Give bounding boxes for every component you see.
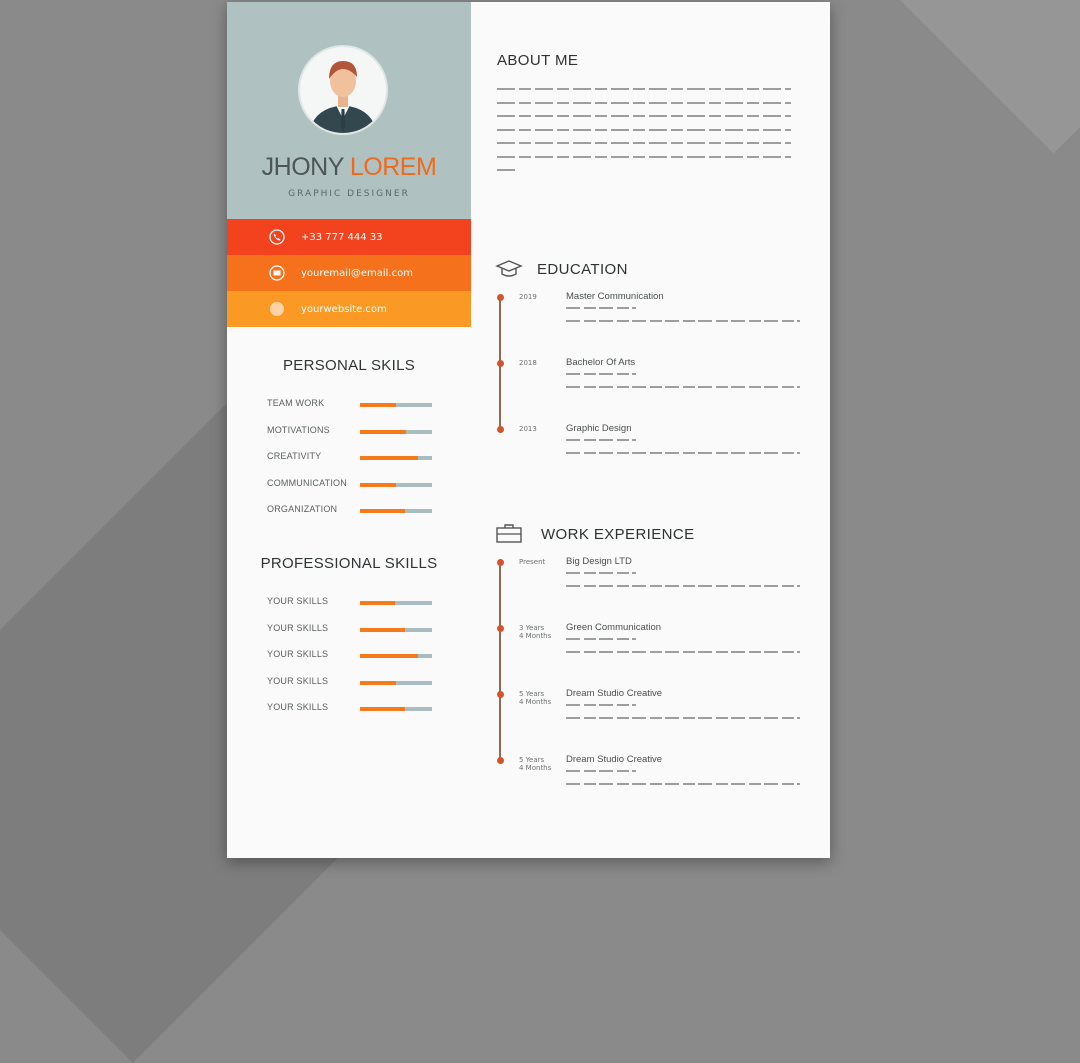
entry-period: 2018 (519, 359, 537, 367)
skill-bar-fill (360, 509, 405, 513)
paragraph-line (497, 169, 519, 171)
paragraph-line (497, 115, 791, 117)
entry-period: 2019 (519, 293, 537, 301)
entry-title: Bachelor Of Arts (566, 357, 636, 368)
work-title: WORK EXPERIENCE (541, 526, 695, 543)
web-icon (269, 301, 285, 317)
paragraph-line (497, 102, 791, 104)
entry-description-line (566, 651, 800, 653)
entry-period: 3 Years 4 Months (519, 624, 552, 640)
entry-subtitle-line (566, 704, 636, 706)
entry-period: 5 Years 4 Months (519, 690, 552, 706)
paragraph-line (497, 88, 791, 90)
skill-row (267, 596, 447, 608)
about-title: ABOUT ME (497, 52, 579, 69)
timeline-dot (497, 360, 504, 367)
entry-description-line (566, 320, 800, 322)
contact-text: youremail@email.com (301, 267, 413, 279)
phone-icon (269, 229, 285, 245)
skill-bar (360, 483, 432, 487)
contact-email (227, 255, 471, 291)
entry-description-line (566, 783, 800, 785)
personal-skills-title: PERSONAL SKILS (282, 357, 416, 374)
resume-page (227, 2, 830, 858)
last-name: LOREM (349, 153, 437, 181)
entry-description-line (566, 386, 800, 388)
skill-row (267, 451, 447, 463)
graduation-cap-icon (495, 258, 523, 284)
skill-bar-fill (360, 403, 396, 407)
timeline-dot (497, 294, 504, 301)
skill-row (267, 478, 447, 490)
skill-bar (360, 707, 432, 711)
entry-title: Dream Studio Creative (566, 754, 663, 765)
entry-period: 2013 (519, 425, 537, 433)
entry-subtitle-line (566, 373, 636, 375)
skill-label: YOUR SKILLS (267, 596, 329, 606)
entry-description-line (566, 585, 800, 587)
skill-bar (360, 681, 432, 685)
avatar (298, 45, 388, 135)
skill-row (267, 649, 447, 661)
timeline-dot (497, 691, 504, 698)
skill-label: YOUR SKILLS (267, 622, 329, 633)
skill-row (267, 425, 447, 437)
skill-label: COMMUNICATION (267, 477, 347, 488)
skill-row (267, 676, 447, 688)
contact-text: +33 777 444 33 (301, 231, 383, 243)
work-timeline (499, 561, 501, 761)
skill-label: ORGANIZATION (267, 504, 338, 514)
skill-bar (360, 403, 432, 407)
skill-bar-fill (360, 628, 405, 632)
timeline-dot (497, 426, 504, 433)
entry-subtitle-line (566, 572, 636, 574)
skill-label: TEAM WORK (267, 398, 325, 408)
entry-description-line (566, 452, 800, 454)
contact-website (227, 291, 471, 327)
skill-bar (360, 456, 432, 460)
skill-bar (360, 509, 432, 513)
skill-row (267, 702, 447, 714)
paragraph-line (497, 129, 791, 131)
entry-period: 5 Years 4 Months (519, 756, 552, 772)
skill-row (267, 398, 447, 410)
skill-bar (360, 601, 432, 605)
skill-label: YOUR SKILLS (267, 702, 329, 712)
entry-title: Big Design LTD (566, 556, 632, 567)
entry-period: Present (519, 558, 546, 566)
job-role: GRAPHIC DESIGNER (288, 189, 410, 199)
timeline-dot (497, 625, 504, 632)
skill-bar-fill (360, 654, 418, 658)
entry-title: Green Communication (566, 622, 662, 633)
email-icon (269, 265, 285, 281)
contact-text: yourwebsite.com (301, 303, 387, 315)
timeline-dot (497, 559, 504, 566)
entry-description-line (566, 717, 800, 719)
paragraph-line (497, 142, 791, 144)
profile-header (227, 2, 471, 219)
education-title: EDUCATION (537, 261, 628, 278)
entry-title: Dream Studio Creative (566, 688, 663, 699)
skill-label: CREATIVITY (267, 451, 322, 461)
skill-bar (360, 654, 432, 658)
skill-label: YOUR SKILLS (267, 675, 329, 686)
first-name: JHONY (261, 153, 344, 181)
entry-title: Graphic Design (566, 423, 632, 434)
skill-label: MOTIVATIONS (267, 424, 330, 435)
skill-label: YOUR SKILLS (267, 649, 329, 659)
person-name (227, 153, 471, 182)
professional-skills-title: PROFESSIONAL SKILLS (260, 555, 438, 572)
timeline-dot (497, 757, 504, 764)
skill-row (267, 623, 447, 635)
skill-bar-fill (360, 707, 405, 711)
entry-subtitle-line (566, 638, 636, 640)
entry-subtitle-line (566, 770, 636, 772)
briefcase-icon (495, 522, 523, 548)
skill-bar (360, 628, 432, 632)
skill-bar-fill (360, 430, 406, 434)
skill-bar (360, 430, 432, 434)
skill-bar-fill (360, 601, 395, 605)
entry-subtitle-line (566, 439, 636, 441)
paragraph-line (497, 156, 791, 158)
skill-bar-fill (360, 456, 418, 460)
skill-bar-fill (360, 681, 396, 685)
skill-row (267, 504, 447, 516)
skill-bar-fill (360, 483, 396, 487)
entry-subtitle-line (566, 307, 636, 309)
contact-phone (227, 219, 471, 255)
entry-title: Master Communication (566, 291, 664, 302)
